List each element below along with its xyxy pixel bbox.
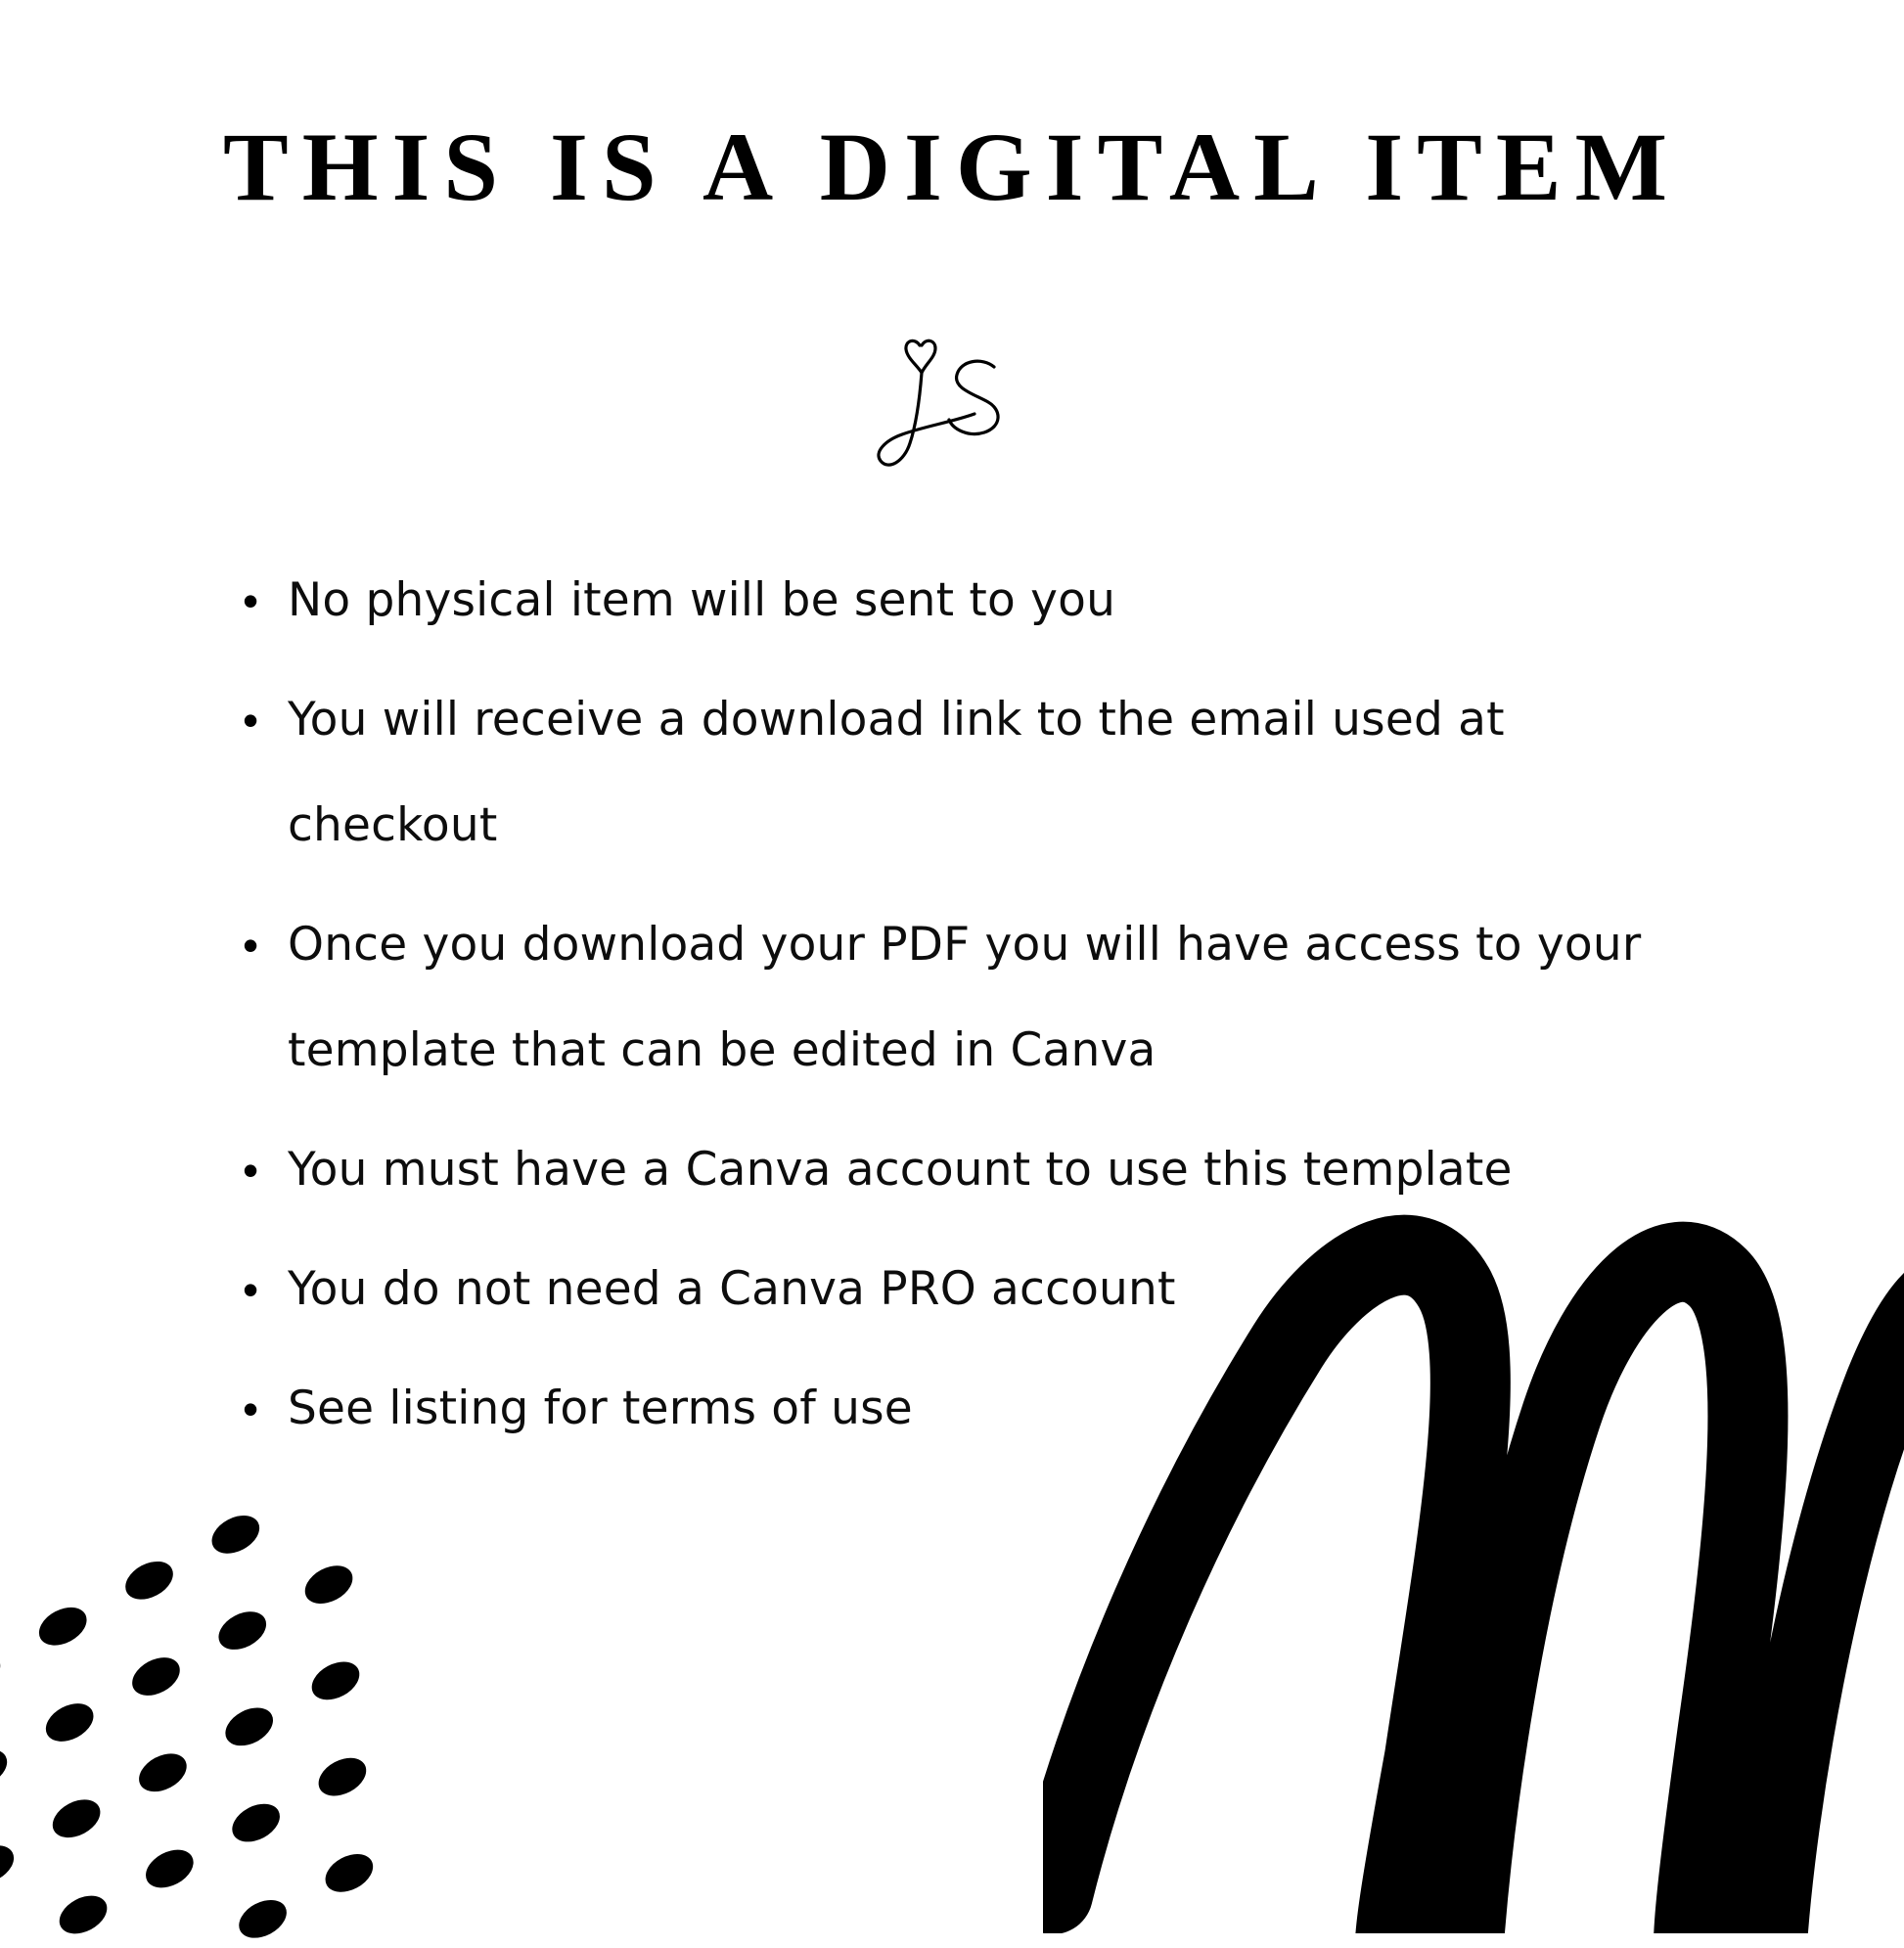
list-item xyxy=(243,892,1710,1104)
list-item-label: See listing for terms of use xyxy=(288,1382,913,1435)
bullet-icon: • xyxy=(243,1383,259,1434)
list-item-label: You will receive a download link to the email used at checkout xyxy=(288,693,1505,852)
list-item xyxy=(243,1237,1710,1342)
bullet-icon: • xyxy=(243,695,259,746)
bullet-icon: • xyxy=(243,575,259,626)
list-item-label: You do not need a Canva PRO account xyxy=(288,1262,1176,1316)
list-item-label: Once you download your PDF you will have access to your template that can be edited in Canva xyxy=(288,918,1642,1077)
list-item xyxy=(243,1117,1710,1223)
list-item xyxy=(243,1356,1710,1462)
list-item-label: You must have a Canva account to use this template xyxy=(288,1143,1513,1197)
page-title: THIS IS A DIGITAL ITEM xyxy=(223,113,1681,221)
bullet-icon: • xyxy=(243,920,259,971)
bullet-icon: • xyxy=(243,1145,259,1196)
details-list xyxy=(243,548,1710,1475)
bullet-icon: • xyxy=(243,1264,259,1315)
list-item xyxy=(243,548,1710,654)
monogram-js-icon xyxy=(859,328,1045,494)
list-item-label: No physical item will be sent to you xyxy=(288,573,1116,627)
list-item xyxy=(243,667,1710,879)
dot-grid-decoration-icon xyxy=(0,1493,519,1943)
